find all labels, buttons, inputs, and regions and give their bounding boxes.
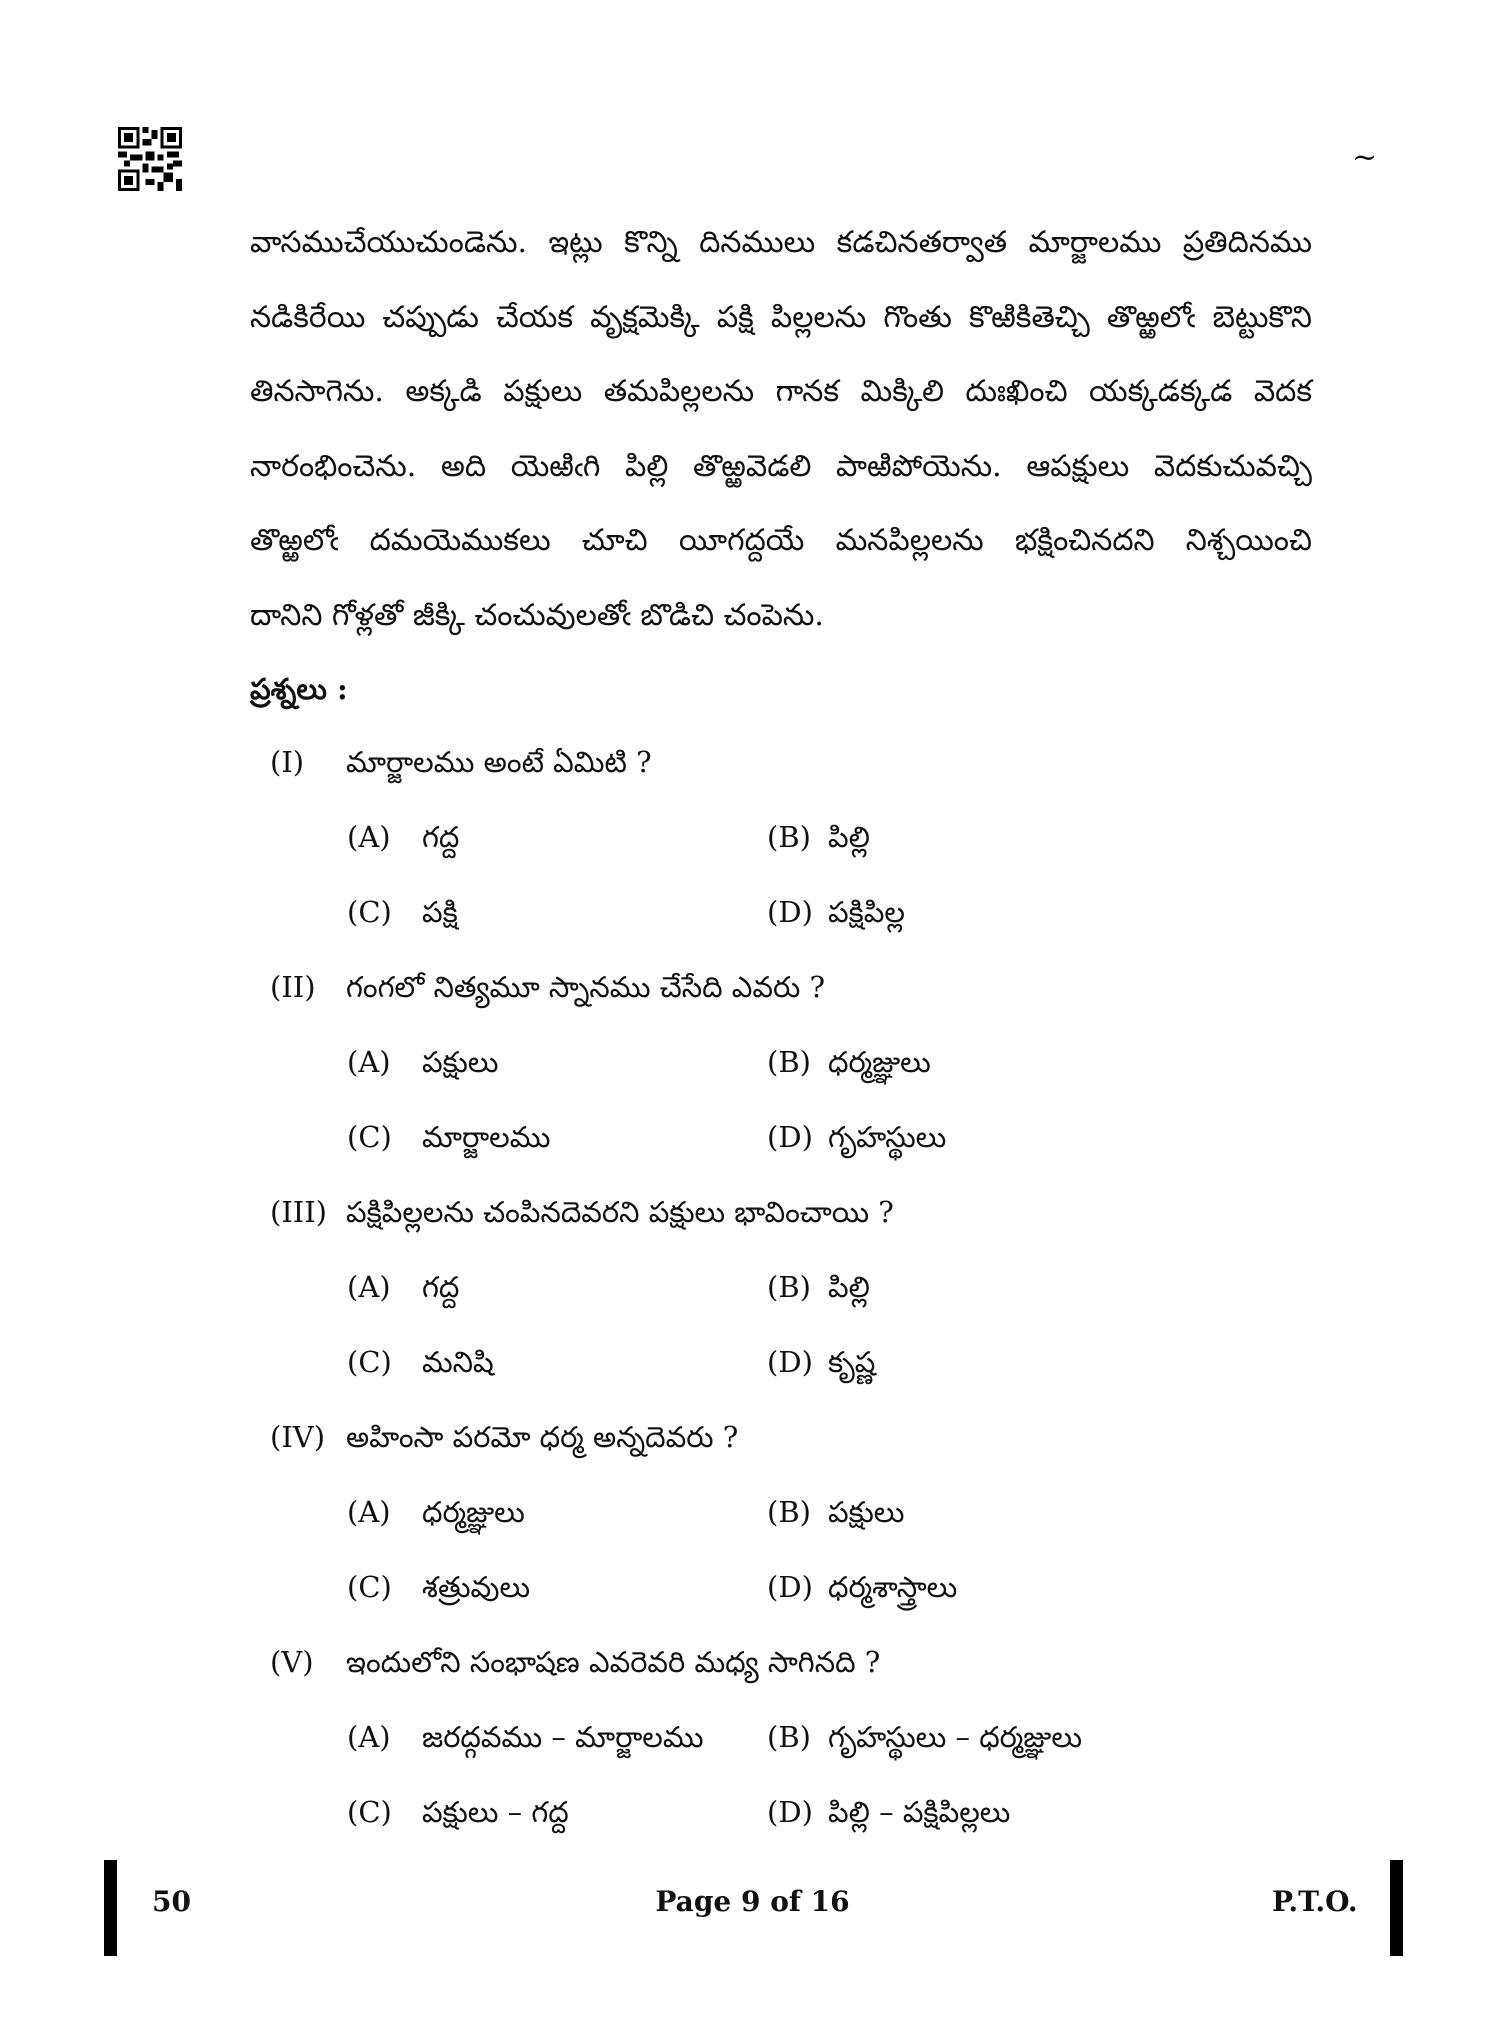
passage-line: నారంభించెను. అది యెఱిఁగి పిల్లి తొఱ్ఱవెడలి పాఱిపోయెను. ఆపక్షులు వెదకుచువచ్చి xyxy=(250,448,1312,484)
option-text: పిల్లి xyxy=(828,820,870,854)
pto-label: P.T.O. xyxy=(1272,1885,1358,1918)
option-label: (A) xyxy=(347,1495,391,1529)
option-label: (D) xyxy=(767,1120,813,1154)
page-number: Page 9 of 16 xyxy=(655,1885,850,1918)
option-label: (D) xyxy=(767,1345,813,1379)
option-label: (C) xyxy=(347,1795,392,1829)
option-text: శత్రువులు xyxy=(422,1570,531,1604)
question-number: (IV) xyxy=(270,1420,326,1454)
question-number: (I) xyxy=(270,745,305,779)
option-label: (C) xyxy=(347,895,392,929)
option-text: పక్షులు xyxy=(422,1045,499,1079)
option-label: (B) xyxy=(767,1495,811,1529)
question-number: (II) xyxy=(270,970,316,1004)
questions-heading: ప్రశ్నలు : xyxy=(250,672,348,706)
option-text: ధర్మజ్ఞులు xyxy=(422,1495,525,1529)
option-text: పక్షులు – గద్ద xyxy=(422,1795,569,1829)
option-label: (C) xyxy=(347,1570,392,1604)
option-text: ధర్మజ్ఞులు xyxy=(828,1045,931,1079)
question-number: (V) xyxy=(270,1645,314,1679)
passage xyxy=(250,206,1312,653)
option-text: పక్షిపిల్ల xyxy=(828,895,905,929)
option-label: (A) xyxy=(347,1270,391,1304)
option-label: (B) xyxy=(767,1720,811,1754)
option-label: (C) xyxy=(347,1345,392,1379)
option-text: పక్షి xyxy=(422,895,458,929)
qr-code-icon xyxy=(118,126,182,192)
page-code: 50 xyxy=(152,1885,191,1918)
passage-line: వాసముచేయుచుండెను. ఇట్లు కొన్ని దినములు కడచినతర్వాత మార్జాలము ప్రతిదినము xyxy=(250,225,1312,260)
question-text: మార్జాలము అంటే ఏమిటి ? xyxy=(346,745,652,779)
option-text: గృహస్థులు – ధర్మజ్ఞులు xyxy=(828,1720,1082,1754)
question-text: పక్షిపిల్లలను చంపినదెవరని పక్షులు భావించాయి ? xyxy=(346,1195,894,1229)
option-label: (A) xyxy=(347,1720,391,1754)
option-label: (B) xyxy=(767,1270,811,1304)
option-label: (B) xyxy=(767,1045,811,1079)
option-text: కృష్ణ xyxy=(828,1345,876,1379)
option-text: గృహస్థులు xyxy=(828,1120,947,1154)
option-text: పిల్లి – పక్షిపిల్లలు xyxy=(828,1795,1011,1829)
option-label: (D) xyxy=(767,1795,813,1829)
option-label: (D) xyxy=(767,895,813,929)
passage-line: తినసాగెను. అక్కడి పక్షులు తమపిల్లలను గానక మిక్కిలి దుఃఖించి యక్కడక్కడ వెదక xyxy=(250,374,1312,409)
question-text: ఇందులోని సంభాషణ ఎవరెవరి మధ్య సాగినది ? xyxy=(346,1645,881,1679)
passage-line: తొఱ్ఱలోఁ దమయెముకలు చూచి యీగద్దయే మనపిల్లలను భక్షించినదని నిశ్చయించి xyxy=(250,523,1312,558)
header-mark: ~ xyxy=(1352,140,1378,175)
option-label: (A) xyxy=(347,1045,391,1079)
option-text: మార్జాలము xyxy=(422,1120,551,1154)
option-text: పిల్లి xyxy=(828,1270,870,1304)
option-text: మనిషి xyxy=(422,1345,494,1379)
option-label: (B) xyxy=(767,820,811,854)
passage-line: దానిని గోళ్లతో జీక్కి చంచువులతోఁ బొడిచి చంపెను. xyxy=(250,597,824,633)
question-text: అహింసా పరమో ధర్మ అన్నదెవరు ? xyxy=(346,1420,739,1454)
question-text: గంగలో నిత్యమూ స్నానము చేసేది ఎవరు ? xyxy=(346,970,826,1004)
option-text: పక్షులు xyxy=(828,1495,905,1529)
option-text: గద్ద xyxy=(422,820,460,854)
option-label: (D) xyxy=(767,1570,813,1604)
option-text: గద్ద xyxy=(422,1270,460,1304)
option-label: (C) xyxy=(347,1120,392,1154)
passage-line: నడికిరేయి చప్పుడు చేయక వృక్షమెక్కి పక్షి పిల్లలను గొంతు కొఱికితెచ్చి తొఱ్ఱలోఁ బెట్టుకొని xyxy=(250,299,1312,335)
option-label: (A) xyxy=(347,820,391,854)
question-number: (III) xyxy=(270,1195,327,1229)
option-text: జరద్గవము – మార్జాలము xyxy=(422,1720,704,1754)
option-text: ధర్మశాస్త్రాలు xyxy=(828,1570,958,1604)
